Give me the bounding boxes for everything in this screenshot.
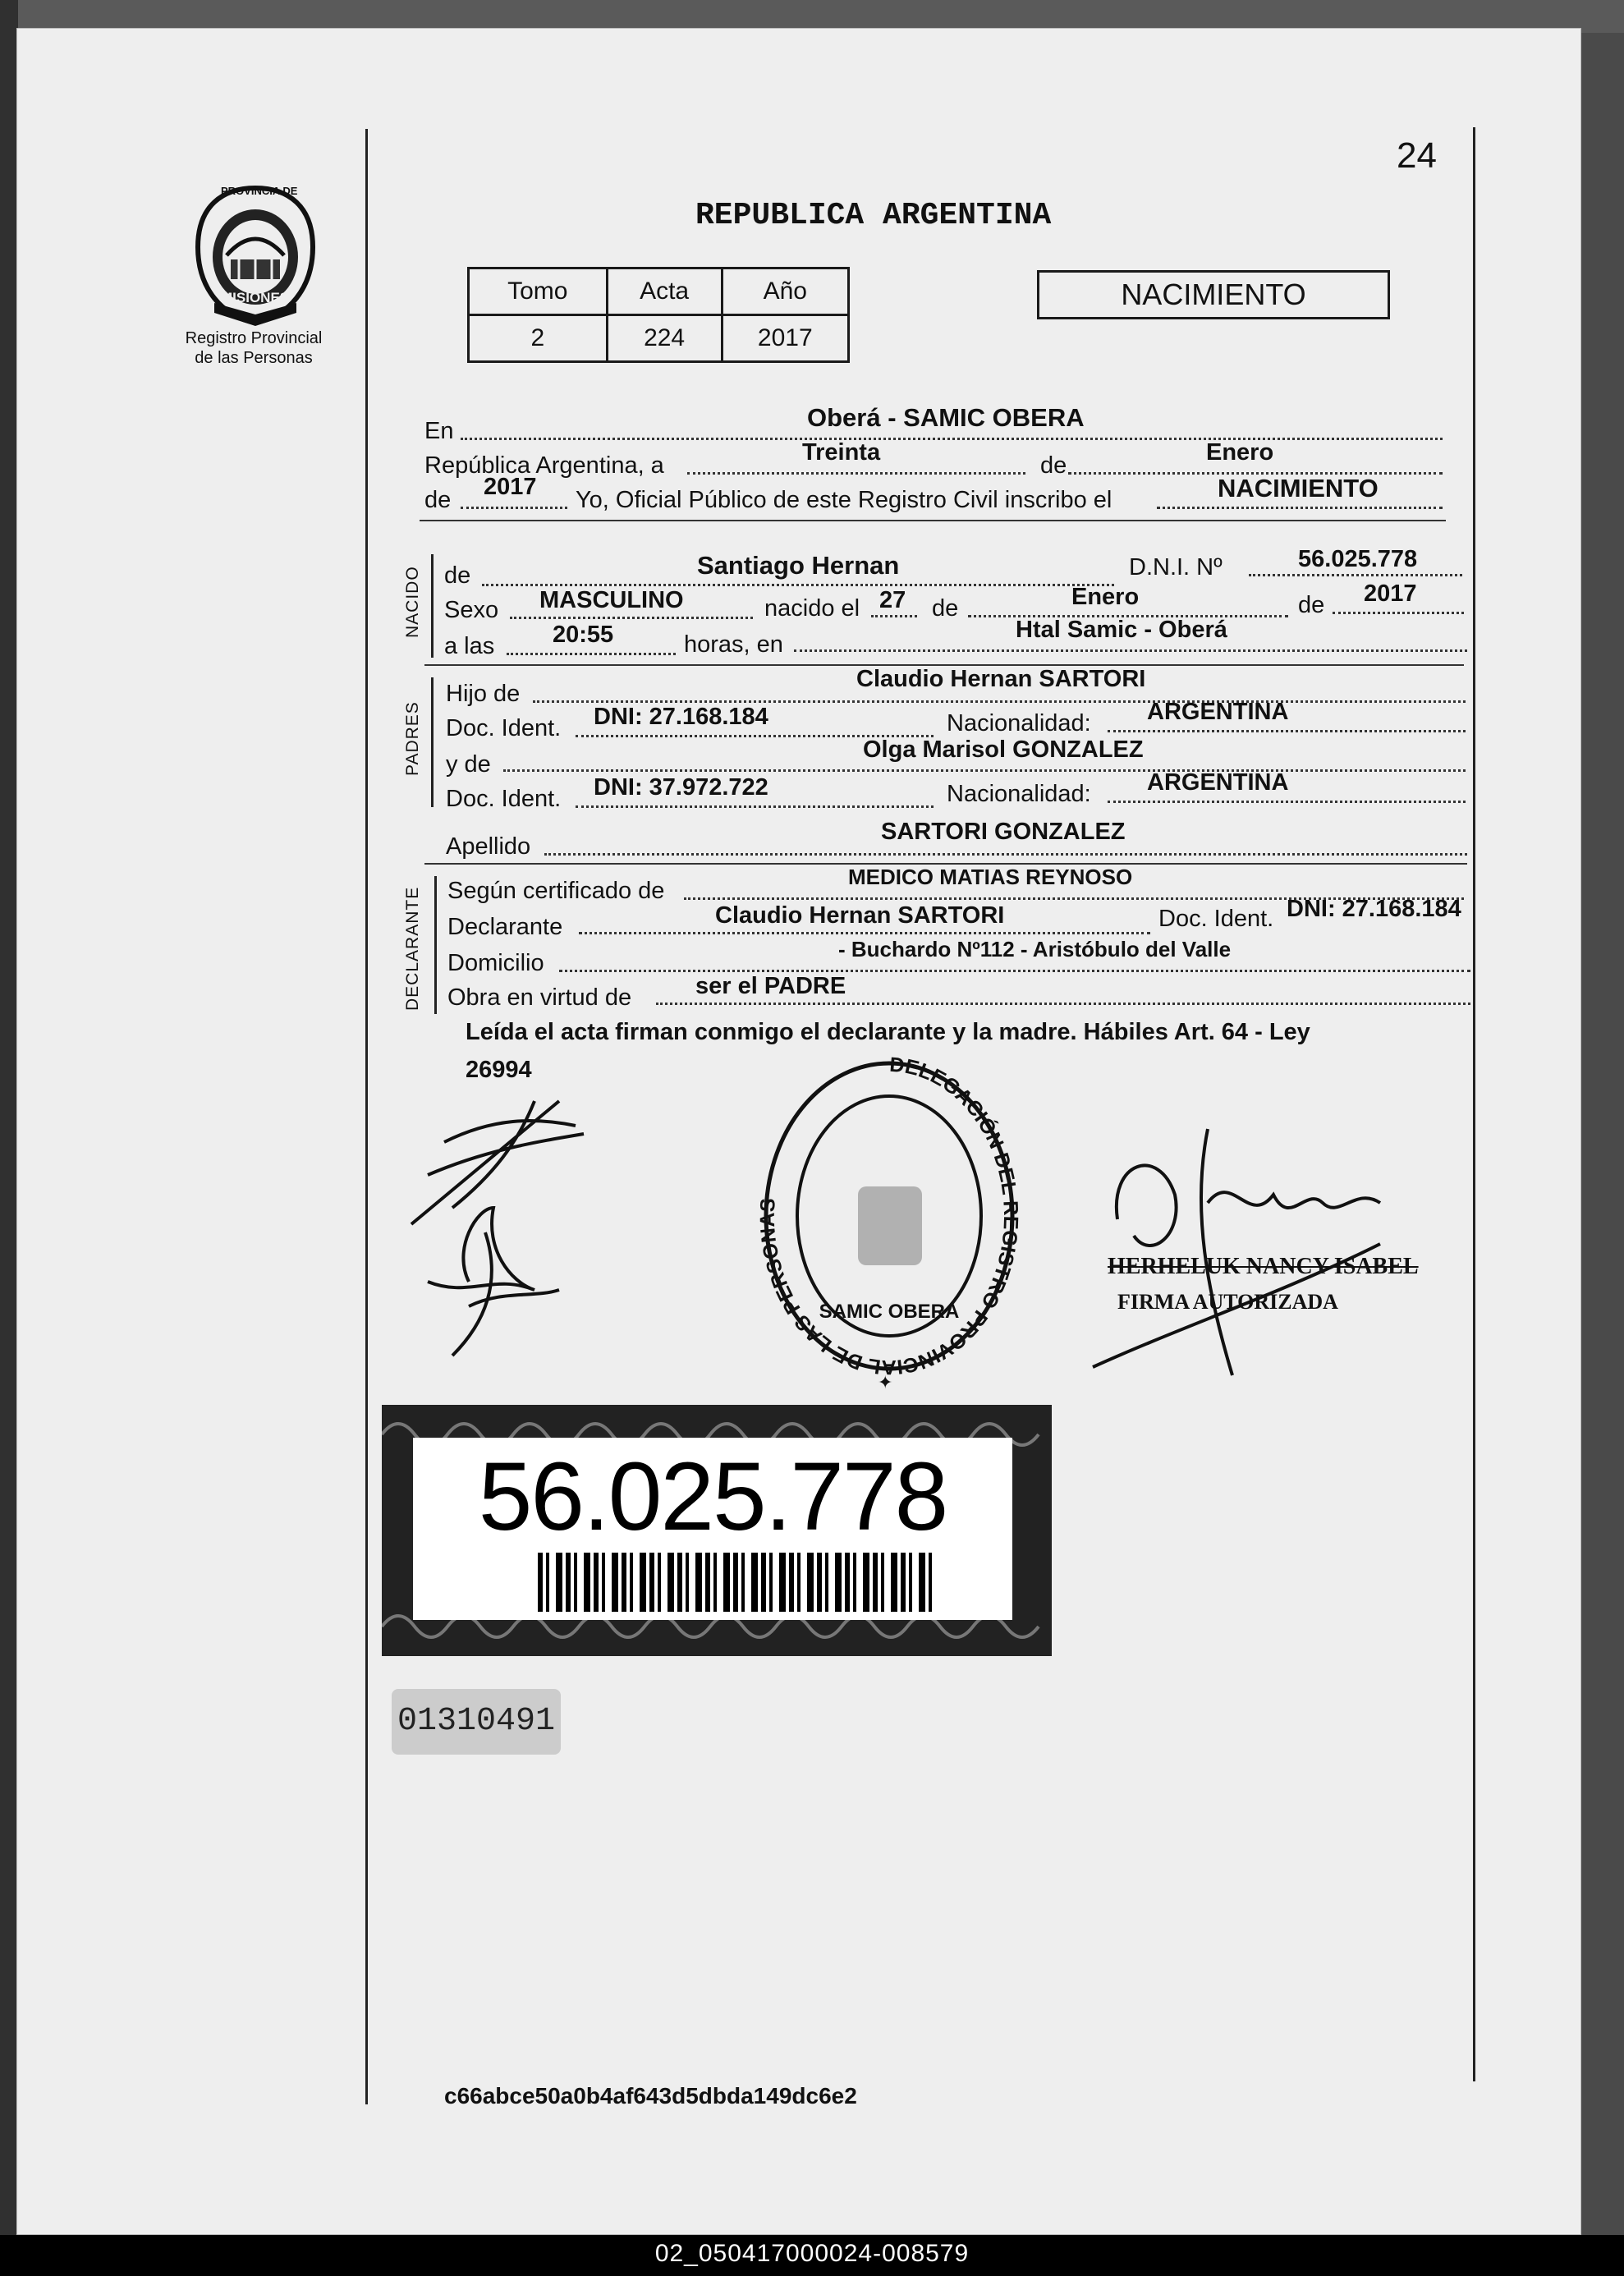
value-dia-texto: Treinta bbox=[802, 439, 881, 466]
dotted-line bbox=[461, 507, 567, 509]
section-divider bbox=[420, 520, 1446, 521]
label-nacido-el: nacido el bbox=[764, 595, 860, 622]
left-frame-line bbox=[365, 129, 368, 2104]
value-obra: ser el PADRE bbox=[695, 973, 846, 999]
label-doc-madre: Doc. Ident. bbox=[446, 786, 562, 812]
value-tipo: NACIMIENTO bbox=[1218, 474, 1379, 502]
label-dni: D.N.I. Nº bbox=[1129, 554, 1223, 580]
section-brace-declarante bbox=[434, 876, 437, 1014]
value-anio: 2017 bbox=[484, 474, 537, 500]
value-madre: Olga Marisol GONZALEZ bbox=[863, 736, 1144, 763]
value-sexo: MASCULINO bbox=[539, 587, 684, 613]
value-padre-nac: ARGENTINA bbox=[1147, 699, 1289, 725]
label-oficial: Yo, Oficial Público de este Registro Civil inscribo el bbox=[576, 487, 1112, 513]
label-republica: República Argentina, a bbox=[424, 452, 664, 479]
dotted-line bbox=[656, 1003, 1470, 1005]
dotted-line bbox=[1157, 507, 1443, 509]
ref-value-tomo: 2 bbox=[469, 315, 608, 362]
label-doc-padre: Doc. Ident. bbox=[446, 715, 562, 741]
value-nac-anio: 2017 bbox=[1364, 580, 1417, 607]
value-nac-dia: 27 bbox=[879, 587, 906, 613]
dotted-line bbox=[1333, 612, 1464, 614]
closing-text-line-2: 26994 bbox=[466, 1057, 532, 1083]
side-label-padres: PADRES bbox=[403, 701, 422, 776]
label-segun-certificado: Según certificado de bbox=[447, 878, 665, 904]
dotted-line bbox=[533, 700, 1466, 703]
label-de-nac-anio: de bbox=[1298, 592, 1325, 618]
svg-text:✦: ✦ bbox=[878, 1372, 893, 1393]
ref-header-acta: Acta bbox=[607, 268, 722, 315]
dotted-line bbox=[510, 617, 753, 619]
label-declarante: Declarante bbox=[447, 914, 563, 940]
official-name: HERHELUK NANCY ISABEL bbox=[1108, 1254, 1419, 1279]
section-brace-nacido bbox=[431, 554, 434, 658]
dotted-line bbox=[544, 853, 1467, 856]
label-de-anio: de bbox=[424, 487, 452, 513]
label-obra-en-virtud: Obra en virtud de bbox=[447, 984, 632, 1011]
dotted-line bbox=[461, 438, 1443, 440]
dotted-line bbox=[482, 584, 1114, 586]
label-doc-declarante: Doc. Ident. bbox=[1158, 906, 1274, 932]
value-nac-lugar: Htal Samic - Oberá bbox=[1016, 617, 1227, 643]
value-madre-nac: ARGENTINA bbox=[1147, 769, 1289, 796]
value-lugar: Oberá - SAMIC OBERA bbox=[807, 403, 1085, 432]
label-domicilio: Domicilio bbox=[447, 950, 544, 976]
closing-text-line-1: Leída el acta firman conmigo el declarante y la madre. Hábiles Art. 64 - Ley bbox=[466, 1019, 1310, 1045]
record-reference-table bbox=[467, 267, 850, 363]
dni-sticker-number: 56.025.778 bbox=[478, 1443, 947, 1551]
dotted-line bbox=[576, 805, 934, 808]
value-hora: 20:55 bbox=[553, 622, 614, 648]
province-seal bbox=[190, 181, 321, 329]
value-padre: Claudio Hernan SARTORI bbox=[856, 666, 1146, 692]
dotted-line bbox=[559, 970, 1470, 972]
ref-value-anio: 2017 bbox=[722, 315, 848, 362]
ref-header-tomo: Tomo bbox=[469, 268, 608, 315]
dotted-line bbox=[687, 472, 1025, 475]
scan-file-code: 02_050417000024-008579 bbox=[654, 2240, 970, 2267]
document-hash: c66abce50a0b4af643d5dbda149dc6e2 bbox=[444, 2083, 857, 2109]
label-y-de: y de bbox=[446, 751, 491, 778]
label-a-las: a las bbox=[444, 633, 495, 659]
registry-name-line-2: de las Personas bbox=[195, 349, 313, 367]
barcode bbox=[538, 1553, 932, 1612]
page-number: 24 bbox=[1397, 135, 1437, 176]
label-de-nac-mes: de bbox=[932, 595, 959, 622]
dotted-line bbox=[507, 653, 676, 655]
side-label-nacido: NACIDO bbox=[403, 566, 422, 638]
ref-header-anio: Año bbox=[722, 268, 848, 315]
act-type-box: NACIMIENTO bbox=[1037, 270, 1390, 319]
value-nombre: Santiago Hernan bbox=[697, 551, 900, 580]
value-madre-doc: DNI: 37.972.722 bbox=[594, 774, 768, 801]
label-apellido: Apellido bbox=[446, 833, 531, 860]
document-title: REPUBLICA ARGENTINA bbox=[695, 198, 1052, 233]
label-sexo: Sexo bbox=[444, 597, 499, 623]
value-decl-doc: DNI: 27.168.184 bbox=[1287, 896, 1461, 922]
section-brace-padres bbox=[431, 677, 434, 807]
stamp-inner-text: SAMIC OBERA bbox=[819, 1301, 960, 1323]
registry-stamp bbox=[751, 1047, 1027, 1395]
dotted-line bbox=[1108, 730, 1466, 732]
serial-tag: 01310491 bbox=[392, 1689, 561, 1755]
registry-name-line-1: Registro Provincial bbox=[185, 329, 323, 347]
value-declarante: Claudio Hernan SARTORI bbox=[715, 902, 1005, 929]
value-apellido: SARTORI GONZALEZ bbox=[881, 819, 1126, 845]
official-caption: FIRMA AUTORIZADA bbox=[1117, 1290, 1338, 1314]
dotted-line bbox=[503, 769, 1466, 772]
dotted-line bbox=[579, 932, 1150, 934]
label-en: En bbox=[424, 418, 454, 444]
label-nacionalidad-padre: Nacionalidad: bbox=[947, 710, 1091, 736]
label-de: de bbox=[1040, 452, 1067, 479]
seal-top-text: PROVINCIA DE bbox=[221, 185, 298, 197]
label-hijo-de: Hijo de bbox=[446, 681, 521, 707]
right-frame-line bbox=[1473, 127, 1475, 2081]
birth-certificate-page bbox=[16, 28, 1581, 2235]
value-dni: 56.025.778 bbox=[1298, 546, 1418, 572]
label-de-nombre: de bbox=[444, 562, 471, 589]
label-horas-en: horas, en bbox=[684, 631, 783, 658]
value-certificado: MEDICO MATIAS REYNOSO bbox=[848, 865, 1133, 889]
side-label-declarante: DECLARANTE bbox=[403, 886, 422, 1011]
seal-bottom-text: MISIONES bbox=[221, 290, 290, 305]
scan-background-left bbox=[0, 0, 18, 2276]
label-nacionalidad-madre: Nacionalidad: bbox=[947, 781, 1091, 807]
dni-label-sticker bbox=[382, 1405, 1052, 1656]
dotted-line bbox=[1108, 801, 1466, 803]
declarant-signature bbox=[395, 1085, 608, 1364]
dotted-line bbox=[794, 649, 1467, 652]
value-domicilio: - Buchardo Nº112 - Aristóbulo del Valle bbox=[838, 937, 1232, 961]
value-padre-doc: DNI: 27.168.184 bbox=[594, 704, 768, 730]
stamp-ring-text: DELEGACIÓN DEL REGISTRO PROVINCIAL DE LAS PERSONAS bbox=[755, 1053, 1023, 1379]
dotted-line bbox=[871, 615, 917, 617]
value-nac-mes: Enero bbox=[1071, 584, 1140, 610]
dotted-line bbox=[1249, 574, 1462, 576]
value-mes: Enero bbox=[1206, 439, 1274, 466]
ref-value-acta: 224 bbox=[607, 315, 722, 362]
